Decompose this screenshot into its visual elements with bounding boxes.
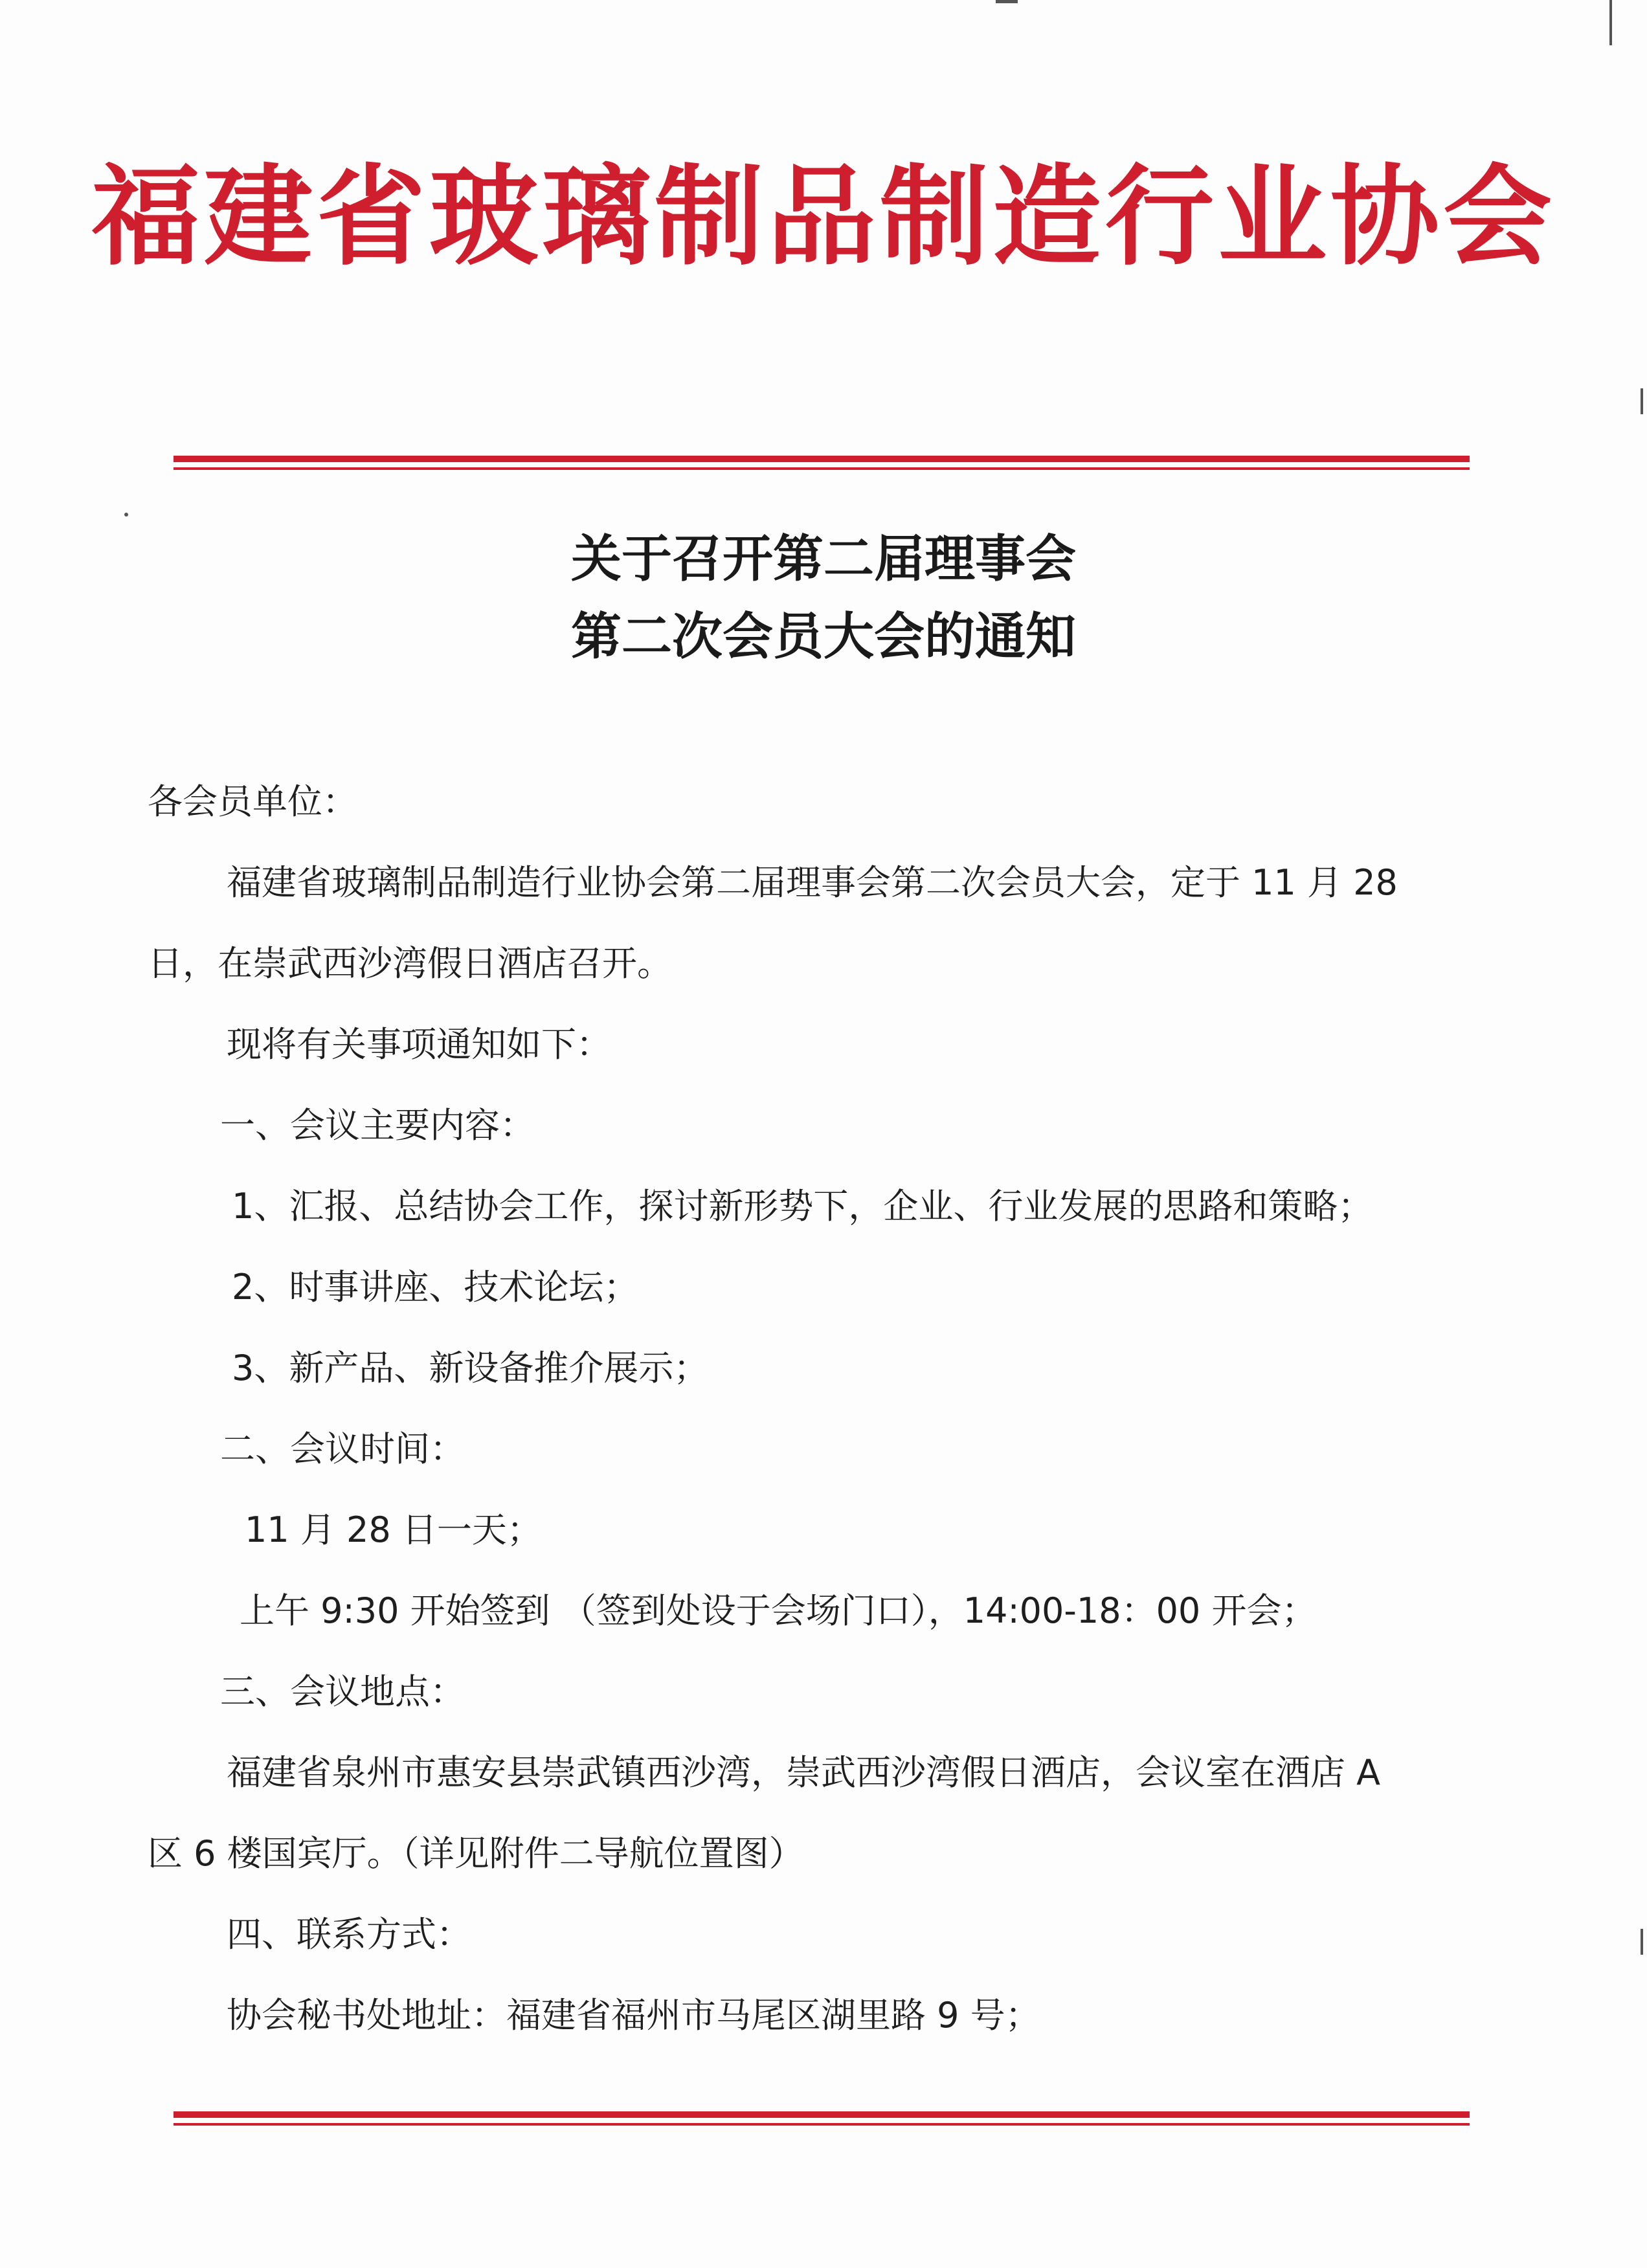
section1-item: 1、汇报、总结协会工作，探讨新形势下，企业、行业发展的思路和策略； xyxy=(232,1186,1373,1227)
letterhead-top-rule xyxy=(174,456,1470,470)
notice-title-line1: 关于召开第二届理事会 xyxy=(570,530,1076,588)
scan-artifact xyxy=(1641,1929,1643,1955)
section4-heading: 四、联系方式： xyxy=(227,1914,471,1955)
letterhead-bottom-rule xyxy=(174,2111,1470,2126)
section3-line2: 区 6 楼国宾厅。（详见附件二导航位置图） xyxy=(148,1833,804,1874)
notice-title-line2: 第二次会员大会的通知 xyxy=(570,608,1076,666)
salutation: 各会员单位： xyxy=(148,781,357,822)
scan-artifact xyxy=(124,513,128,517)
section4-line1: 协会秘书处地址：福建省福州市马尾区湖里路 9 号； xyxy=(227,1995,1040,2036)
section1-item: 3、新产品、新设备推介展示； xyxy=(232,1348,709,1388)
scan-artifact xyxy=(996,0,1018,3)
section2-line1: 11 月 28 日一天； xyxy=(245,1509,542,1550)
scan-artifact xyxy=(1609,0,1612,45)
section3-heading: 三、会议地点： xyxy=(220,1671,465,1712)
section1-heading: 一、会议主要内容： xyxy=(220,1105,535,1146)
section2-heading: 二、会议时间： xyxy=(220,1429,465,1469)
paragraph1-line1: 福建省玻璃制品制造行业协会第二届理事会第二次会员大会，定于 11 月 28 xyxy=(227,862,1398,903)
letterhead-organization: 福建省玻璃制品制造行业协会 xyxy=(91,152,1556,280)
section2-line2: 上午 9:30 开始签到 （签到处设于会场门口），14:00-18：00 开会； xyxy=(240,1590,1317,1631)
section1-item: 2、时事讲座、技术论坛； xyxy=(232,1267,639,1307)
paragraph2: 现将有关事项通知如下： xyxy=(227,1024,611,1065)
scan-artifact xyxy=(1641,388,1643,414)
section3-line1: 福建省泉州市惠安县崇武镇西沙湾，崇武西沙湾假日酒店，会议室在酒店 A xyxy=(227,1752,1381,1793)
paragraph1-line2: 日，在崇武西沙湾假日酒店召开。 xyxy=(148,943,672,984)
